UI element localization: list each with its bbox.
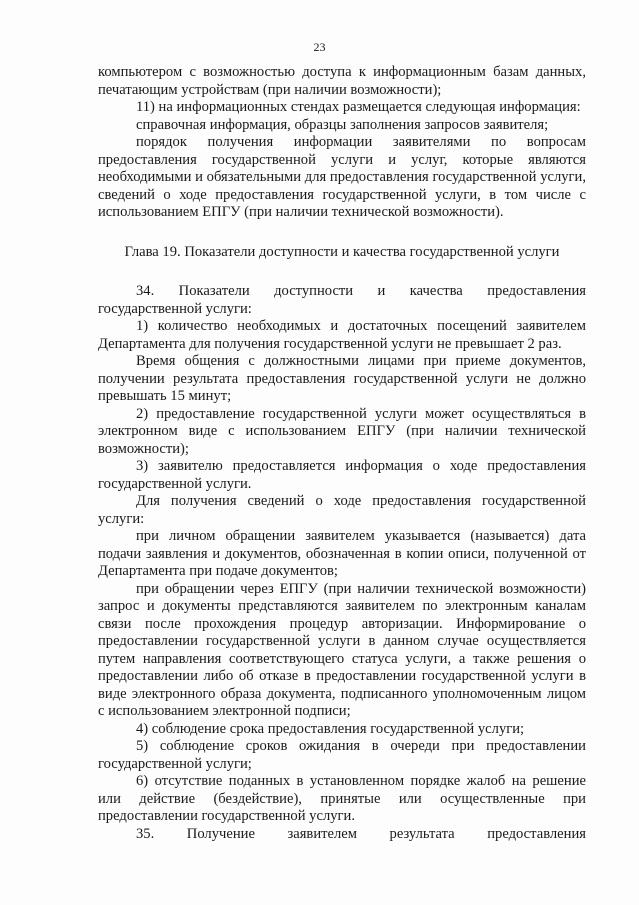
paragraph-section-35: 35. Получение заявителем результата предоставления [136,825,586,842]
page-number: 23 [313,40,326,54]
document-body [98,64,586,843]
paragraph-item-3: 3) заявителю предоставляется информация о ходе предоставления государственной услуги. [98,458,586,492]
paragraph-item-4: 4) соблюдение срока предоставления государственной услуги; [136,720,525,737]
paragraph-item-11: 11) на информационных стендах размещается следующая информация: [136,99,581,115]
paragraph-communication-time: Время общения с должностными лицами при приеме документов, получении результата предоставления государственной услуги не должно превышать 15 минут; [98,353,586,404]
paragraph-epgu-request: при обращении через ЕПГУ (при наличии технической возможности) запрос и документы представляются заявителем по электронным каналам связи после прохождения процедур авторизации. Информирование о предоставлении государственной услуги в данном случае осуществляется путем направления соответствующего статуса услуги, а также решения о предоставлении либо об отказе в предоставлении государственной услуги в виде электронного образа документа, подписанного уполномоченным лицом с использованием электронной подписи; [98,580,586,719]
paragraph-item-1: 1) количество необходимых и достаточных посещений заявителем Департамента для получения государственной услуги не превышает 2 раз. [98,318,586,352]
paragraph-reference-info: справочная информация, образцы заполнения запросов заявителя; [136,116,549,133]
paragraph-item-5: 5) соблюдение сроков ожидания в очереди при предоставлении государственной услуги; [98,738,586,772]
paragraph-status-info: Для получения сведений о ходе предоставления государственной услуги: [98,493,586,527]
paragraph-info-procedure: порядок получения информации заявителями по вопросам предоставления государственной услуги и услуг, которые являются необходимыми и обязательными для предоставления государственной услуги, сведений о ходе предоставления государственной услуги, в том числе с использованием ЕПГУ (при наличии технической возможности). [98,134,586,220]
paragraph-continuation: компьютером с возможностью доступа к информационным базам данных, печатающим устройствам (при наличии возможности); [98,64,586,98]
paragraph-item-2: 2) предоставление государственной услуги может осуществляться в электронном виде с использованием ЕПГУ (при наличии технической возможности); [98,405,586,457]
paragraph-section-34: 34. Показатели доступности и качества предоставления государственной услуги: [98,283,586,317]
paragraph-item-6: 6) отсутствие поданных в установленном порядке жалоб на решение или действие (бездействие), принятые или осуществленные при предоставлении государственной услуги. [98,773,586,824]
paragraph-personal-request: при личном обращении заявителем указывается (называется) дата подачи заявления и документов, обозначенная в копии описи, полученной от Департамента при подаче документов; [98,528,586,579]
chapter-heading: Глава 19. Показатели доступности и качества государственной услуги [124,243,560,260]
